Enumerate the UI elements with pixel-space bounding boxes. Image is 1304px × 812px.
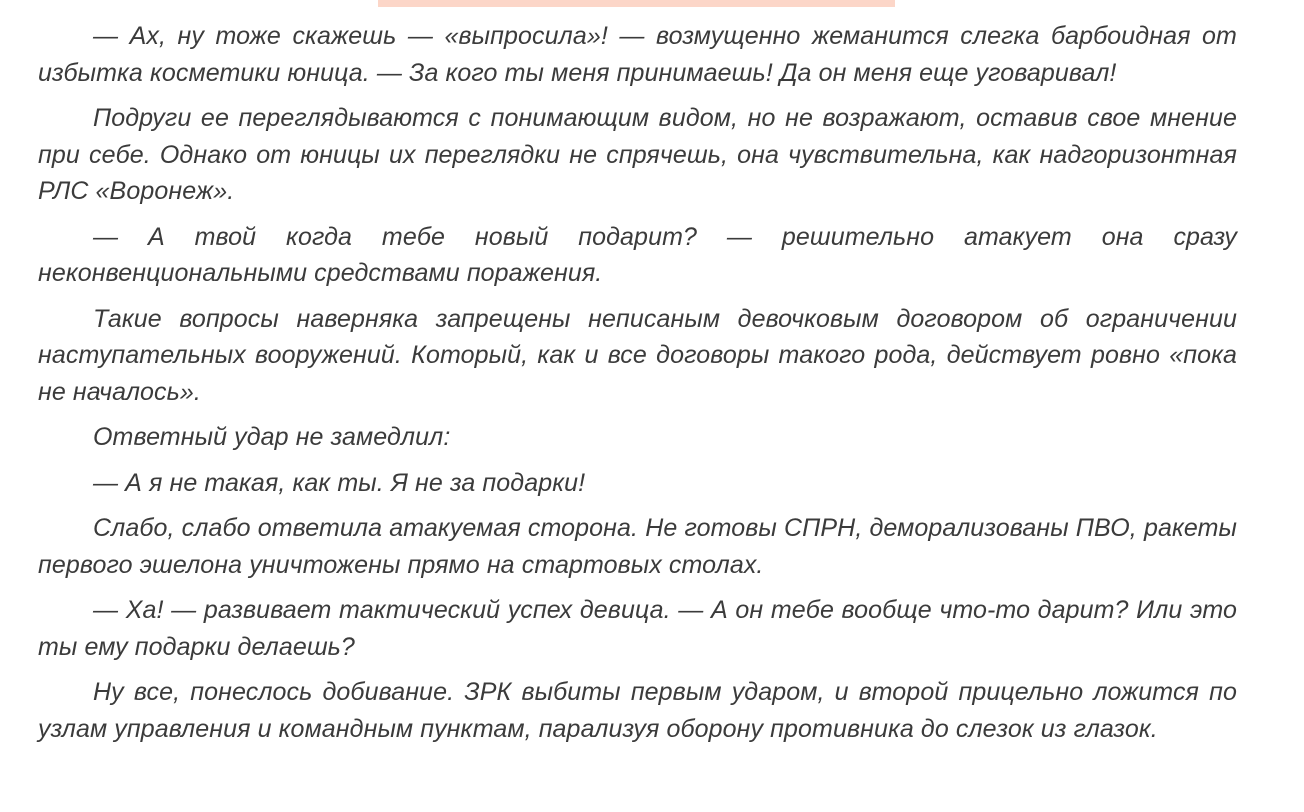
paragraph: — Ха! — развивает тактический успех девица. — А он тебе вообще что-то дарит? Или это ты ему подарки делаешь? [38,596,1237,661]
paragraph: Такие вопросы наверняка запрещены неписаным девочковым договором об ограничении наступательных вооружений. Который, как и все договоры такого рода, действует ровно «пока не началось». [38,304,1237,406]
paragraph: — А твой когда тебе новый подарит? — решительно атакует она сразу неконвенциональными средствами поражения. [38,222,1237,287]
paragraph: — Ах, ну тоже скажешь — «выпросила»! — возмущенно жеманится слегка барбоидная от избытка косметики юница. — За кого ты меня принимаешь! Да он меня еще уговаривал! [38,22,1237,87]
story-text [38,18,1237,756]
paragraph: Ответный удар не замедлил: [93,423,451,451]
paragraph: Подруги ее переглядываются с понимающим видом, но не возражают, оставив свое мнение при себе. Однако от юницы их переглядки не спрячешь, она чувствительна, как надгоризонтная РЛС «Воронеж». [38,104,1237,205]
paragraph: Слабо, слабо ответила атакуемая сторона. Не готовы СПРН, деморализованы ПВО, ракеты первого эшелона уничтожены прямо на стартовых столах. [38,514,1237,579]
paragraph: Ну все, понеслось добивание. ЗРК выбиты первым ударом, и второй прицельно ложится по узлам управления и командным пунктам, парализуя оборону противника до слезок из глазок. [38,678,1237,743]
top-accent-bar [378,0,895,7]
paragraph: — А я не такая, как ты. Я не за подарки! [93,468,586,497]
